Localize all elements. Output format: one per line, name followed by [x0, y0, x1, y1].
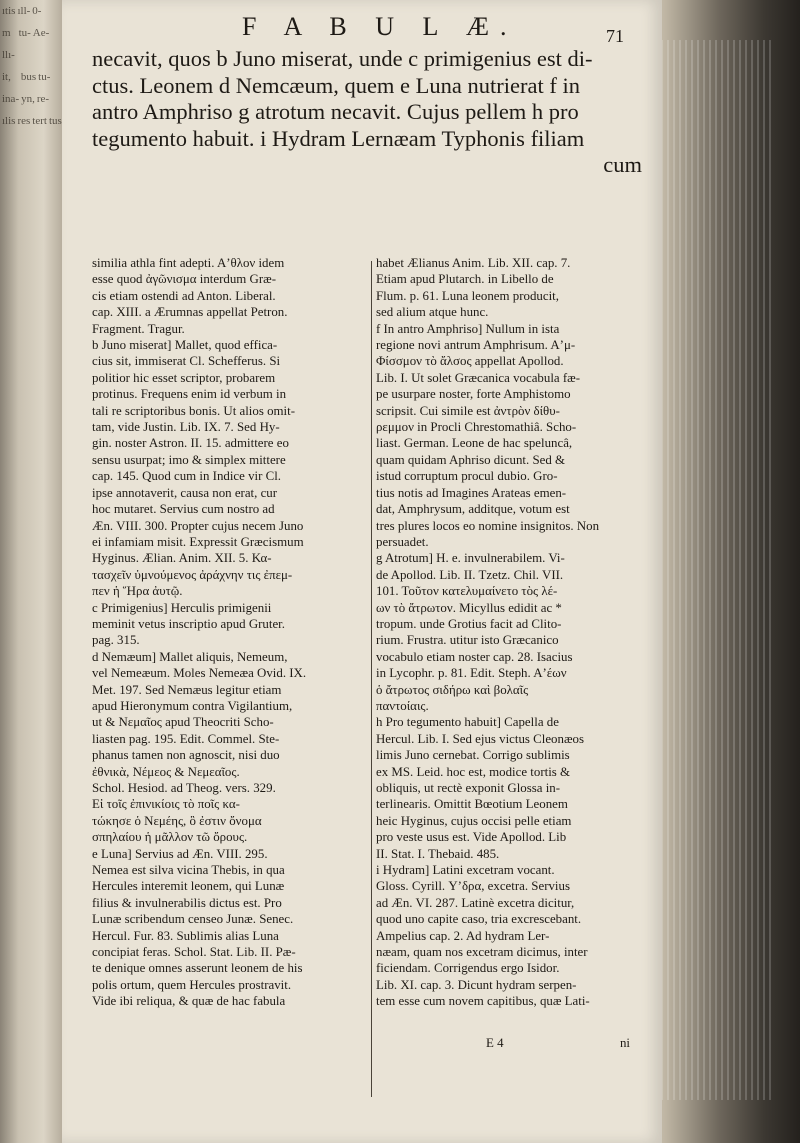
footnote-line: dat, Amphrysum, additque, votum est [376, 502, 570, 517]
footnote-line: tius notis ad Imagines Arateas emen- [376, 485, 567, 500]
footnote-line: liasten pag. 195. Edit. Commel. Ste- [92, 731, 280, 746]
main-text-line: necavit, quos b Juno miserat, unde c primigenius est di- [92, 46, 593, 71]
footnote-line: cap. XIII. a Ærumnas appellat Petron. [92, 305, 288, 320]
gutter-fragment: ıtis [2, 5, 16, 17]
footnote-line: Schol. Hesiod. ad Theog. vers. 329. [92, 781, 276, 795]
footnote-line: tali re scriptoribus bonis. Ut alios omit- [92, 403, 296, 418]
footnote-line: παντοίαις. [376, 698, 429, 713]
footnote-line: næam, quam nos excetram dicimus, inter [376, 945, 588, 960]
footnote-line: Εἰ τοῖς ἐπινικίοις τὸ ποῖς κα- [92, 797, 240, 812]
footnote-line: quod uno capite caso, tria excrescebant. [376, 912, 582, 927]
footnote-line: rium. Frustra. utitur isto Græcanico [376, 633, 559, 648]
footnote-line: protinus. Frequens enim id verbum in [92, 387, 287, 402]
footnote-line: Lib. I. Ut solet Græcanica vocabula fæ- [376, 370, 581, 385]
footnote-line: ad Æn. VI. 287. Latinè excetra dicitur, [376, 895, 575, 910]
footnote-line: cap. 145. Quod cum in Indice vir Cl. [92, 469, 282, 484]
footnote-line: te denique omnes asserunt leonem de his [92, 961, 303, 976]
footnote-line: scripsit. Cui simile est ἀντρὸν δίθυ- [376, 403, 560, 418]
signature-line [376, 1035, 648, 1051]
gutter-fragment: it, [2, 71, 11, 83]
running-title: F A B U L Æ. [242, 12, 518, 41]
gutter-fragment: ılis [2, 115, 16, 127]
gutter-fragment: ina- [2, 93, 20, 105]
previous-page-edge [0, 0, 62, 1143]
footnote-line: i Hydram] Latini excetram vocant. [376, 863, 555, 878]
footnote-line: πεν ἡ Ἥρα ἀυτῷ. [92, 584, 183, 599]
footnote-line: limis Juno cernebat. Corrigo sublimis [376, 748, 570, 763]
main-text-catchword: cum [603, 152, 642, 177]
footnote-line: vel Nemeæum. Moles Nemeæa Ovid. IX. [92, 666, 307, 681]
footnote-line: Flum. p. 61. Luna leonem producit, [376, 288, 559, 303]
gutter-fragment: bus [20, 71, 37, 83]
footnote-line: apud Hieronymum contra Vigilantium, [92, 698, 293, 713]
footnote-line: esse quod ἀγῶνισμα interdum Græ- [92, 272, 277, 287]
footnote-line: sensu usurpat; imo & simplex mittere [92, 452, 286, 467]
footnote-line: Nemea est silva vicina Thebis, in qua [92, 863, 285, 878]
footnote-line: Vide ibi reliqua, & quæ de hac fabula [92, 994, 286, 1009]
footnote-line: e Luna] Servius ad Æn. VIII. 295. [92, 846, 268, 861]
gutter-fragment: tus [48, 115, 62, 127]
footnote-line: h Pro tegumento habuit] Capella de [376, 715, 559, 730]
footnote-line: ων τὸ ἄτρωτον. Micyllus edidit ac * [376, 600, 562, 615]
gutter-fragment: 0- [32, 5, 42, 17]
footnotes-left-column [92, 255, 364, 1010]
footnote-line: Hercul. Lib. I. Sed ejus victus Cleonæos [376, 731, 585, 746]
footnote-line: Hercules interemit leonem, qui Lunæ [92, 879, 285, 894]
footnote-line: II. Stat. I. Thebaid. 485. [376, 846, 500, 861]
footnote-line: Lib. XI. cap. 3. Dicunt hydram serpen- [376, 977, 577, 992]
footnote-line: Met. 197. Sed Nemæus legitur etiam [92, 682, 282, 697]
footnote-line: Hercul. Fur. 83. Sublimis alias Luna [92, 928, 279, 943]
footnote-line: filius & invulnerabilis dictus est. Pro [92, 895, 282, 910]
footnote-line: politior hic esset scriptor, probarem [92, 370, 276, 385]
footnote-line: tam, vide Justin. Lib. IX. 7. Sed Hy- [92, 420, 280, 435]
footnote-line: quam quidam Aphriso dicunt. Sed & [376, 452, 566, 467]
main-text-line: tegumento habuit. i Hydram Lernæam Typhonis filiam [92, 125, 585, 151]
footnote-line: b Juno miserat] Mallet, quod effica- [92, 338, 278, 353]
main-text-line: antro Amphriso g atrotum necavit. Cujus pellem h pro [92, 99, 579, 124]
footnote-line: Φίσσμον τὸ ἄλσος appellat Apollod. [376, 354, 564, 369]
footnote-line: f In antro Amphriso] Nullum in ista [376, 321, 560, 336]
gutter-fragment: llı- [2, 49, 15, 61]
column-divider [371, 261, 372, 1097]
gutter-fragment: m [2, 27, 11, 39]
footnote-line: istud corruptum procul dubio. Gro- [376, 469, 558, 484]
footnote-line: de Apollod. Lib. II. Tzetz. Chil. VII. [376, 567, 564, 582]
footnote-line: sed alium atque hunc. [376, 305, 489, 320]
footnote-line: tres plures locos eo nomine insignitos. Non [376, 518, 600, 533]
gutter-fragment: yn, [21, 93, 35, 105]
footnote-line: ut & Νεμαῖος apud Theocriti Scho- [92, 715, 274, 730]
footnote-line: d Nemæum] Mallet aliquis, Nemeum, [92, 649, 288, 664]
book-page [62, 0, 662, 1143]
footnote-line: ei infamiam misit. Expressit Græcismum [92, 534, 304, 549]
catchword: ni [619, 1036, 630, 1050]
footnote-line: heic Hyginus, cujus occisi pelle etiam [376, 813, 572, 828]
signature-mark: E 4 [486, 1036, 504, 1050]
footnote-line: ἐθνικὰ, Νέμεος & Νεμεαῖος. [92, 764, 240, 779]
footnote-line: τώκησε ὁ Νεμέης, ὃ ἐστιν ὄνομα [92, 813, 262, 828]
footnote-line: 101. Τοῦτον κατελυμαίνετο τὸς λέ- [376, 584, 558, 599]
footnote-line: ρεμμον in Procli Chrestomathiâ. Scho- [376, 420, 577, 435]
footnote-line: Lunæ scribendum censeo Junæ. Senec. [92, 912, 294, 927]
footnote-line: vocabulo etiam noster cap. 28. Isacius [376, 649, 573, 664]
main-text-line: ctus. Leonem d Nemcæum, quem e Luna nutrierat f in [92, 72, 580, 98]
footnotes-right-column [376, 255, 648, 1010]
footnote-line: g Atrotum] H. e. invulnerabilem. Vi- [376, 551, 565, 566]
gutter-fragment: tu- [18, 27, 31, 39]
gutter-fragment: tu- [38, 71, 51, 83]
footnote-line: τασχεῖν ὑμνούμενος ἀράχνην τις ἐπεμ- [92, 567, 293, 582]
footnote-line: liast. German. Leone de hac speluncâ, [376, 436, 573, 451]
main-text-block [92, 46, 652, 179]
footnote-line: cius sit, immiserat Cl. Schefferus. Si [92, 354, 281, 369]
footnote-line: pro veste usus est. Vide Apollod. Lib [376, 830, 567, 845]
footnote-line: concipiat feras. Schol. Stat. Lib. II. Pæ- [92, 945, 296, 960]
footnote-line: regione novi antrum Amphrisum. Aʼμ- [376, 338, 576, 353]
footnote-line: ipse annotaverit, causa non erat, cur [92, 485, 278, 500]
footnote-line: obliquis, ut rectè exponit Glossa in- [376, 781, 561, 795]
footnote-line: cis etiam ostendi ad Anton. Liberal. [92, 288, 276, 303]
footnote-line: ficiendam. Corrigendus ergo Isidor. [376, 961, 560, 976]
footnote-line: Hyginus. Ælian. Anim. XII. 5. Κα- [92, 551, 272, 566]
footnote-line: tropum. unde Grotius facit ad Clito- [376, 616, 562, 631]
page-edges [655, 40, 775, 1100]
gutter-fragment [49, 27, 51, 39]
footnote-line: polis ortum, quem Hercules prostravit. [92, 977, 292, 992]
footnote-line: Etiam apud Plutarch. in Libello de [376, 272, 554, 287]
footnote-line: pag. 315. [92, 633, 140, 648]
footnote-line: σπηλαίου ἡ μᾶλλον τῶ ὄρους. [92, 830, 248, 845]
footnote-line: similia athla fint adepti. Aʼθλον idem [92, 256, 285, 270]
page-number: 71 [606, 26, 624, 46]
footnote-line: phanus tamen non agnoscit, nisi duo [92, 748, 280, 763]
gutter-fragment: Ae- [32, 27, 50, 39]
footnote-line: ὁ ἄτρωτος σιδήρω καὶ βολαῖς [376, 682, 529, 697]
gutter-fragment: re- [36, 93, 50, 105]
footnote-line: Fragment. Tragur. [92, 321, 185, 336]
footnote-line: in Lycophr. p. 81. Edit. Steph. Aʼέων [376, 666, 567, 681]
gutter-text-fragments [0, 0, 62, 132]
gutter-fragment: res [17, 115, 31, 127]
footnote-line: hoc mutaret. Servius cum nostro ad [92, 502, 275, 517]
footnote-line: ex MS. Leid. hoc est, modice tortis & [376, 764, 571, 779]
footnote-line: persuadet. [376, 534, 429, 549]
gutter-fragment: ıll- [17, 5, 31, 17]
footnote-line: terlinearis. Omittit Bœotium Leonem [376, 797, 568, 812]
footnote-line: tem esse cum novem capitibus, quæ Lati- [376, 994, 590, 1009]
footnote-line: Æn. VIII. 300. Propter cujus necem Juno [92, 518, 304, 533]
footnote-line: habet Ælianus Anim. Lib. XII. cap. 7. [376, 256, 571, 270]
gutter-fragment: tert [32, 115, 47, 127]
footnote-line: Ampelius cap. 2. Ad hydram Ler- [376, 928, 550, 943]
footnote-line: Gloss. Cyrill. Υʼδρα, excetra. Servius [376, 879, 570, 894]
footnote-line: meminit vetus inscriptio apud Gruter. [92, 616, 285, 631]
footnote-line: c Primigenius] Herculis primigenii [92, 600, 272, 615]
page-header [62, 10, 662, 50]
footnote-line: pe usurpare noster, forte Amphistomo [376, 387, 571, 402]
footnote-line: gin. noster Astron. II. 15. admittere eo [92, 436, 289, 451]
